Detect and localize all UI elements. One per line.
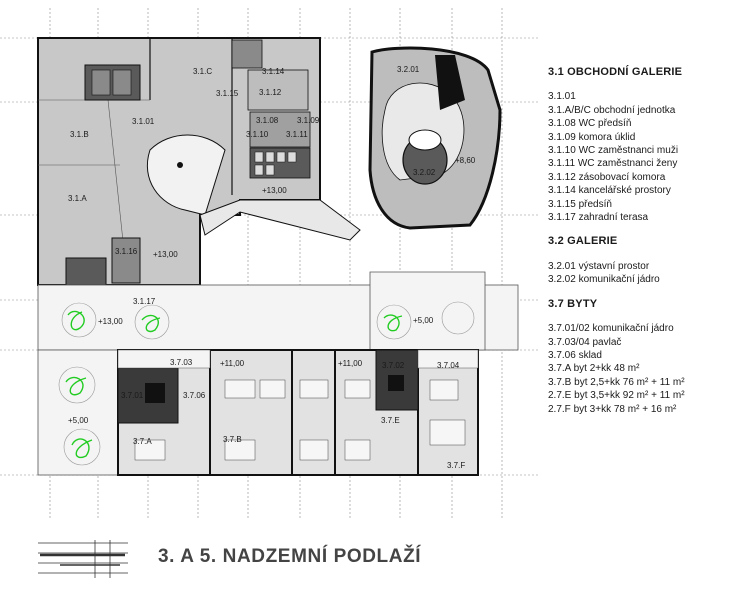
level-mark: +8,60 [455, 156, 476, 165]
room-label: 3.1.C [193, 67, 213, 76]
level-mark: +5,00 [413, 316, 434, 325]
room-label: 3.7.E [381, 416, 400, 425]
legend-item: 3.1.11 WC zaměstnanci ženy [548, 158, 678, 170]
room-label: 3.1.08 [256, 116, 279, 125]
legend-heading: 3.7 BYTY [548, 297, 598, 310]
legend-heading: 3.2 GALERIE [548, 235, 618, 248]
legend-item: 3.7.03/04 pavlač [548, 336, 622, 348]
level-mark: +13,00 [262, 186, 287, 195]
legend-item: 3.1.17 zahradní terasa [548, 212, 649, 224]
room-label: 3.1.09 [297, 116, 320, 125]
room-label: 3.1.B [70, 130, 89, 139]
room-label: 3.1.17 [133, 297, 156, 306]
room-label: 3.1.12 [259, 88, 282, 97]
section-sketch [38, 540, 128, 578]
room-label: 3.1.A [68, 194, 87, 203]
legend-item: 3.1.15 předsíň [548, 198, 612, 210]
room-label: 3.7.03 [170, 358, 193, 367]
room-label: 3.1.15 [216, 89, 239, 98]
legend-item: 3.1.09 komora úklid [548, 131, 636, 143]
legend-item: 3.1.10 WC zaměstnanci muži [548, 145, 679, 157]
legend-item: 3.2.02 komunikační jádro [548, 274, 660, 286]
legend-item: 3.7.A byt 2+kk 48 m² [548, 363, 640, 375]
room-label: 3.7.01 [121, 391, 144, 400]
legend-section [548, 66, 728, 224]
room-label: 3.7.A [133, 437, 152, 446]
drawing-title: 3. A 5. NADZEMNÍ PODLAŽÍ [158, 546, 422, 567]
room-label: 3.7.02 [382, 361, 405, 370]
room-label: 3.7.F [447, 461, 466, 470]
room-label: 3.7.06 [183, 391, 206, 400]
legend-item: 3.2.01 výstavní prostor [548, 260, 650, 272]
legend-item: 3.7.B byt 2,5+kk 76 m² + 11 m² [548, 376, 685, 388]
room-label: 3.2.02 [413, 168, 436, 177]
room-label: 3.7.04 [437, 361, 460, 370]
legend-section [548, 235, 728, 286]
legend-item: 3.1.A/B/C obchodní jednotka [548, 104, 676, 116]
legend-item: 2.7.F byt 3+kk 78 m² + 16 m² [548, 403, 677, 415]
legend-item: 3.1.14 kancelářské prostory [548, 185, 671, 197]
legend-item: 3.1.08 WC předsíň [548, 118, 632, 130]
level-mark: +11,00 [338, 359, 363, 368]
level-mark: +11,00 [220, 359, 245, 368]
level-mark: +13,00 [153, 250, 178, 259]
room-label: 3.7.B [223, 435, 242, 444]
level-mark: +13,00 [98, 317, 123, 326]
room-label: 3.1.10 [246, 130, 269, 139]
gallery-building [370, 48, 500, 228]
legend-item: 2.7.E byt 3,5+kk 92 m² + 11 m² [548, 390, 685, 402]
apartments-block [118, 350, 478, 475]
legend-item: 3.1.01 [548, 91, 576, 103]
legend-item: 3.7.01/02 komunikační jádro [548, 323, 674, 335]
legend-item: 3.1.12 zásobovací komora [548, 171, 666, 183]
level-mark: +5,00 [68, 416, 89, 425]
room-label: 3.1.16 [115, 247, 138, 256]
legend-item: 3.7.06 sklad [548, 349, 602, 361]
legend-heading: 3.1 OBCHODNÍ GALERIE [548, 66, 683, 78]
legend-section [548, 298, 728, 416]
room-label: 3.2.01 [397, 65, 420, 74]
room-label: 3.1.11 [286, 130, 308, 139]
room-label: 3.1.14 [262, 67, 285, 76]
room-label: 3.1.01 [132, 117, 155, 126]
legend [548, 66, 728, 427]
connecting-bridge [200, 200, 360, 240]
